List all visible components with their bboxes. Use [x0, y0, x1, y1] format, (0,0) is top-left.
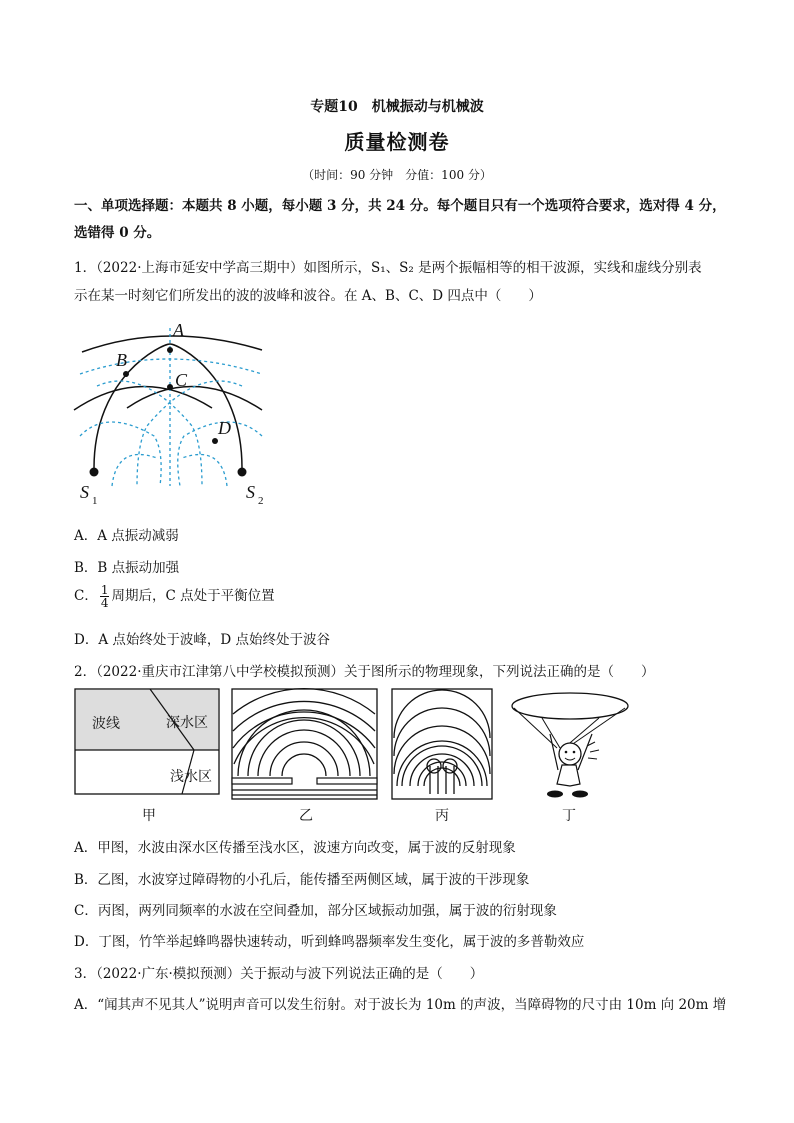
wave-crest-lines: [74, 336, 262, 468]
label-deep-water: 深水区: [166, 714, 208, 730]
label-s1-sub: 1: [92, 495, 98, 507]
point-a: [167, 347, 173, 353]
q3-stem: 3．（2022·广东·模拟预测）关于振动与波下列说法正确的是（ ）: [74, 966, 484, 982]
point-c: [167, 384, 173, 390]
q2-option-c[interactable]: C．丙图，两列同频率的水波在空间叠加，部分区域振动加强，属于波的衍射现象: [74, 903, 557, 919]
q2-option-a[interactable]: A．甲图，水波由深水区传播至浅水区，波速方向改变，属于波的反射现象: [74, 840, 516, 856]
fraction-denominator: 4: [100, 596, 109, 610]
q1-option-c-prefix: C．: [74, 588, 98, 604]
source-s1: [90, 468, 99, 477]
q2-phenomena-figure: [72, 686, 632, 828]
q1-interference-figure: [72, 316, 272, 512]
s1-trough-b: [80, 422, 161, 486]
q3-option-a[interactable]: A．“闻其声不见其人”说明声音可以发生衍射。对于波长为 10m 的声波，当障碍物的尺寸由 10m 向 20m 增: [74, 997, 727, 1013]
q1-option-d[interactable]: D．A 点始终处于波峰，D 点始终处于波谷: [74, 632, 330, 648]
s2-crest-inner: [170, 344, 242, 468]
section-heading-line2: 选错得 0 分。: [74, 225, 161, 241]
q1-stem-line1: 1．（2022·上海市延安中学高三期中）如图所示，S₁、S₂ 是两个振幅相等的相干波源，实线和虚线分别表: [74, 260, 702, 276]
q1-stem-line2: 示在某一时刻它们所发出的波的波峰和波谷。在 A、B、C、D 四点中（ ）: [74, 288, 542, 304]
panel-ding: [512, 693, 628, 823]
child-body: [557, 765, 580, 786]
source-s2: [238, 468, 247, 477]
label-b: B: [116, 350, 127, 370]
cone-rim: [512, 693, 628, 719]
s1-trough-c: [112, 455, 157, 487]
figure-points: [90, 347, 247, 477]
panel-jia: [75, 689, 219, 823]
point-d: [212, 438, 218, 444]
caption-ding: 丁: [562, 807, 576, 823]
label-s2: S: [246, 482, 255, 502]
label-a: A: [173, 320, 184, 340]
exam-meta: （时间：90 分钟 分值：100 分）: [302, 168, 492, 182]
q1-option-c-text: 周期后，C 点处于平衡位置: [111, 588, 275, 604]
q2-option-d[interactable]: D．丁图，竹竿举起蜂鸣器快速转动，听到蜂鸣器频率发生变化，属于波的多普勒效应: [74, 934, 585, 950]
label-s1: S: [80, 482, 89, 502]
s1-trough-a: [97, 381, 202, 486]
q1-option-c[interactable]: [74, 584, 275, 609]
caption-yi: 乙: [299, 807, 313, 823]
panel-bing: [392, 689, 492, 823]
label-c: C: [175, 370, 188, 390]
fraction-numerator: 1: [100, 583, 109, 597]
label-wave-line: 波线: [92, 715, 120, 731]
q2-option-b[interactable]: B．乙图，水波穿过障碍物的小孔后，能传播至两侧区域，属于波的干涉现象: [74, 872, 530, 888]
label-s2-sub: 2: [258, 495, 264, 507]
caption-jia: 甲: [142, 807, 156, 823]
s2-trough-c: [182, 455, 227, 487]
child-head: [559, 743, 581, 765]
label-d: D: [218, 418, 231, 438]
barrier-right: [317, 778, 377, 784]
quarter-fraction: [100, 584, 110, 609]
q1-option-a[interactable]: A．A 点振动减弱: [74, 528, 179, 544]
barrier-left: [232, 778, 292, 784]
label-shallow-water: 浅水区: [170, 768, 212, 784]
s1-crest-inner: [94, 344, 170, 468]
section-heading-line1: 一、单项选择题：本题共 8 小题，每小题 3 分，共 24 分。每个题目只有一个选项符合要求，选对得 4 分，: [74, 198, 726, 214]
caption-bing: 丙: [435, 807, 449, 823]
panel-yi: [232, 689, 377, 823]
topic-subtitle: 专题10 机械振动与机械波: [310, 99, 484, 115]
page-title: 质量检测卷: [344, 130, 450, 154]
point-b: [123, 371, 129, 377]
q2-stem: 2．（2022·重庆市江津第八中学校模拟预测）关于图所示的物理现象，下列说法正确的是（ ）: [74, 664, 655, 680]
q1-option-b[interactable]: B．B 点振动加强: [74, 560, 180, 576]
upper-trough: [80, 359, 262, 374]
